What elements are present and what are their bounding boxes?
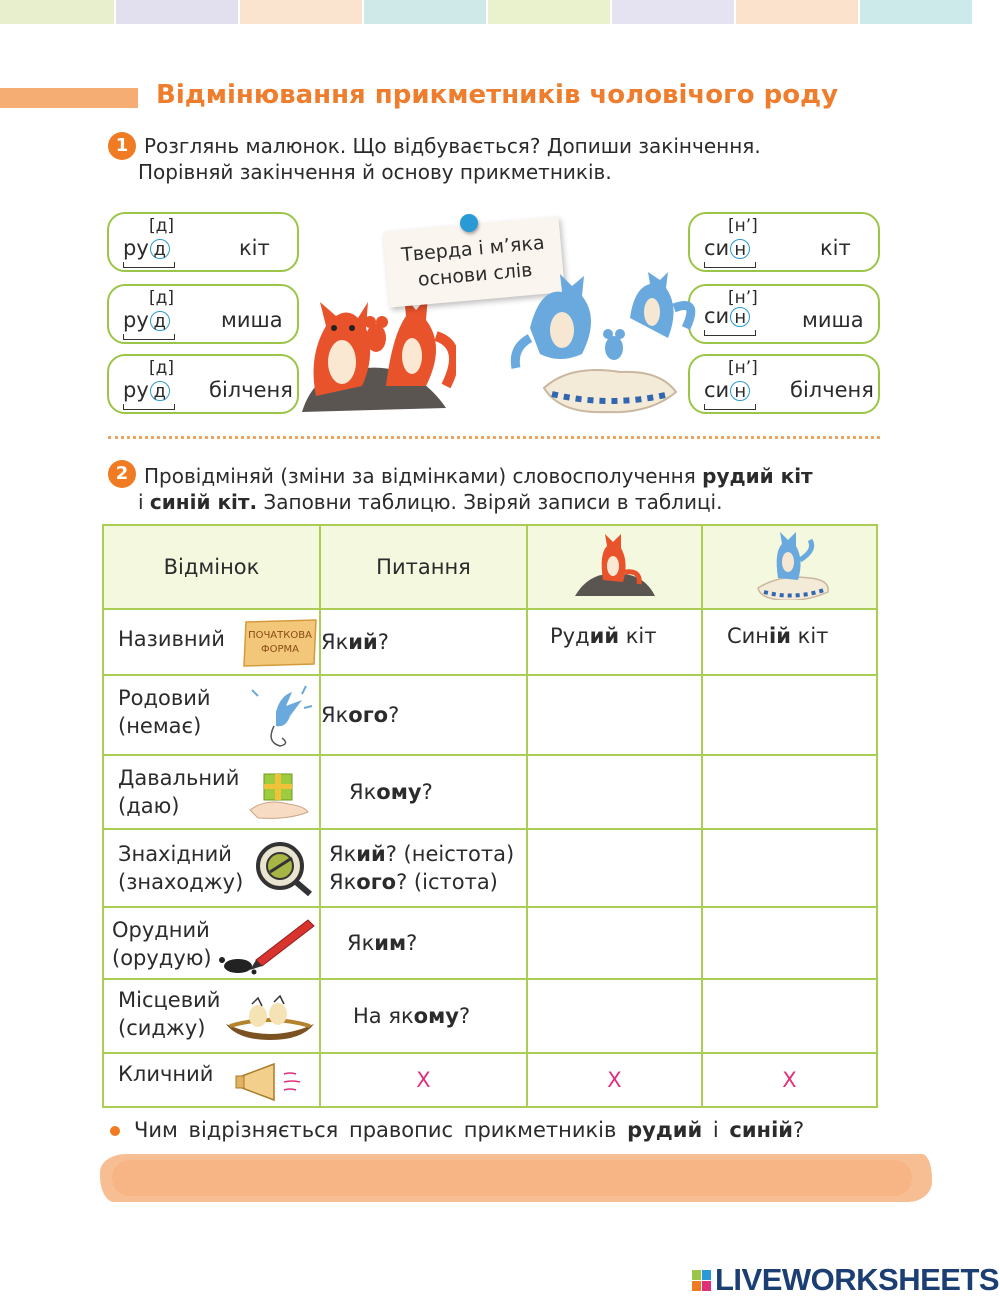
blue-animals-illustration: [510, 268, 696, 418]
question-cell: Якого?: [320, 675, 527, 755]
case-label: Орудний (орудую): [112, 918, 212, 970]
ending-input[interactable]: [760, 238, 820, 264]
answer-input[interactable]: [528, 847, 688, 889]
ending-letter-circle: д: [150, 381, 170, 401]
logo-mark-icon: [692, 1270, 712, 1292]
case-label: Родовий (немає): [118, 686, 211, 738]
case-cell: [103, 1053, 320, 1107]
ending-input[interactable]: [179, 238, 233, 264]
vanishing-mouse-icon: [246, 682, 318, 752]
top-strip-8: [860, 0, 972, 24]
word-stem: си н: [704, 236, 750, 260]
magnifier-icon: [250, 838, 316, 898]
answer-input[interactable]: [703, 995, 863, 1037]
blue-answer-cell[interactable]: [702, 907, 877, 979]
empty-mark: Х: [702, 1053, 877, 1107]
answer-input[interactable]: [528, 995, 688, 1037]
ending-input[interactable]: [179, 380, 211, 406]
blue-answer-cell[interactable]: [702, 829, 877, 907]
header-red-cat: [527, 525, 702, 609]
answer-input-question[interactable]: [118, 1160, 912, 1198]
top-strip-7: [736, 0, 858, 24]
word-stem: ру д: [123, 378, 170, 402]
header-question: Питання: [320, 525, 527, 609]
phonetic-label: [н’]: [728, 288, 758, 308]
phonetic-label: [н’]: [728, 358, 758, 378]
card-syn-kit: [688, 212, 880, 272]
noun: кіт: [239, 236, 270, 260]
card-rud-mysha: [107, 284, 299, 344]
noun: білченя: [790, 378, 874, 402]
task-1-line-2: Порівняй закінчення й основу прикметників.: [138, 160, 612, 184]
answer-input[interactable]: [703, 922, 863, 964]
answer-input[interactable]: [528, 771, 688, 813]
row-dative: [103, 755, 877, 829]
bullet-dot: [110, 1126, 120, 1136]
ending-letter-circle: н: [730, 381, 750, 401]
row-genitive: [103, 675, 877, 755]
stem-underline: [123, 262, 175, 268]
declension-table: [102, 524, 878, 1108]
blue-answer-cell[interactable]: [702, 755, 877, 829]
ending-letter-circle: д: [150, 239, 170, 259]
task-2-number: 2: [108, 460, 136, 488]
question-cell: На якому?: [320, 979, 527, 1053]
stem-underline: [123, 404, 175, 410]
case-cell: [103, 979, 320, 1053]
empty-mark: Х: [320, 1053, 527, 1107]
case-label: Називний: [118, 627, 225, 651]
title-accent-bar: [0, 88, 138, 108]
ending-letter-circle: н: [730, 307, 750, 327]
answer-input[interactable]: [703, 771, 863, 813]
phonetic-label: [н’]: [728, 216, 758, 236]
header-blue-cat: [702, 525, 877, 609]
table-header-row: [103, 525, 877, 609]
red-answer-cell[interactable]: [527, 755, 702, 829]
blue-answer-cell[interactable]: [702, 979, 877, 1053]
row-nominative: [103, 609, 877, 675]
svg-text:ПОЧАТКОВА: ПОЧАТКОВА: [248, 630, 312, 641]
answer-input[interactable]: [703, 694, 863, 736]
noun: білченя: [209, 378, 293, 402]
phonetic-label: [д]: [149, 358, 175, 378]
case-label: Кличний: [118, 1062, 214, 1086]
blue-cat-icon: [740, 530, 840, 600]
case-label: Знахідний (знаходжу): [118, 842, 244, 894]
phonetic-label: [д]: [149, 288, 175, 308]
red-answer-cell: Рудий кіт: [527, 609, 702, 675]
blue-answer-cell[interactable]: [702, 675, 877, 755]
red-cat-icon: [565, 532, 665, 598]
row-instrumental: [103, 907, 877, 979]
task-1-line-1: Розглянь малюнок. Що відбувається? Допиши закінчення.: [144, 134, 761, 158]
answer-input[interactable]: [528, 922, 688, 964]
header-case: Відмінок: [103, 525, 320, 609]
task-2-line-1: Провідміняй (зміни за відмінками) словосполучення рудий кіт: [144, 464, 813, 488]
answer-input[interactable]: [528, 694, 688, 736]
ending-input[interactable]: [179, 310, 223, 336]
ending-letter-circle: н: [730, 239, 750, 259]
sticker-line-2: основи слів: [417, 258, 534, 291]
megaphone-icon: [234, 1060, 316, 1104]
row-locative: [103, 979, 877, 1053]
task-1-number: 1: [108, 132, 136, 160]
case-label: Давальний (даю): [118, 766, 240, 818]
empty-mark: Х: [527, 1053, 702, 1107]
question-animate: Якого? (істота): [329, 870, 498, 894]
red-answer-cell[interactable]: [527, 979, 702, 1053]
red-answer-cell[interactable]: [527, 829, 702, 907]
ending-input[interactable]: [760, 380, 790, 406]
question-inanimate: Який? (неістота): [329, 842, 515, 866]
page-title: Відмінювання прикметників чоловічого роду: [156, 80, 839, 110]
question-cell: Яким?: [320, 907, 527, 979]
answer-input[interactable]: [703, 847, 863, 889]
card-rud-kit: [107, 212, 299, 272]
pin-icon: [460, 214, 478, 232]
task-2-line-2: і синій кіт. Заповни таблицю. Звіряй записи в таблиці.: [138, 490, 723, 514]
gift-icon: [248, 764, 310, 822]
case-cell: [103, 755, 320, 829]
case-cell: [103, 829, 320, 907]
ending-letter-circle: д: [150, 311, 170, 331]
section-divider: [108, 436, 880, 439]
svg-text:ФОРМА: ФОРМА: [261, 644, 299, 655]
stem-underline: [704, 330, 756, 336]
word-stem: ру д: [123, 236, 170, 260]
comparison-question: Чим відрізняється правопис прикметників рудий і синій?: [134, 1118, 805, 1142]
case-cell: [103, 609, 320, 675]
bird-nest-icon: [222, 994, 318, 1042]
word-stem: ру д: [123, 308, 170, 332]
red-answer-cell[interactable]: [527, 675, 702, 755]
stem-underline: [704, 404, 756, 410]
question-cell: [320, 829, 527, 907]
stem-underline: [704, 262, 756, 268]
top-strip-5: [488, 0, 610, 24]
top-strip-6: [612, 0, 734, 24]
row-vocative: [103, 1053, 877, 1107]
noun: миша: [802, 308, 864, 332]
liveworksheets-logo: LIVEWORKSHEETS: [692, 1262, 999, 1298]
row-accusative: [103, 829, 877, 907]
word-stem: си н: [704, 304, 750, 328]
case-cell: [103, 907, 320, 979]
ending-input[interactable]: [760, 308, 804, 334]
top-strip-4: [364, 0, 486, 24]
card-syn-mysha: [688, 284, 880, 344]
sticker-line-1: Тверда і м’яка: [400, 231, 546, 267]
blue-answer-cell: Синій кіт: [702, 609, 877, 675]
red-answer-cell[interactable]: [527, 907, 702, 979]
noun: миша: [221, 308, 283, 332]
top-strip-1: [0, 0, 114, 24]
case-cell: [103, 675, 320, 755]
case-label: Місцевий (сиджу): [118, 988, 221, 1040]
word-stem: си н: [704, 378, 750, 402]
card-rud-bilchenya: [107, 354, 299, 414]
card-syn-bilchenya: [688, 354, 880, 414]
stem-underline: [123, 334, 175, 340]
question-cell: Який?: [320, 609, 527, 675]
initial-form-badge-icon: [242, 618, 320, 668]
question-cell: Якому?: [320, 755, 527, 829]
top-strip-2: [116, 0, 238, 24]
noun: кіт: [820, 236, 851, 260]
top-strip-3: [240, 0, 362, 24]
phonetic-label: [д]: [149, 216, 175, 236]
pen-inkblot-icon: [216, 916, 316, 976]
